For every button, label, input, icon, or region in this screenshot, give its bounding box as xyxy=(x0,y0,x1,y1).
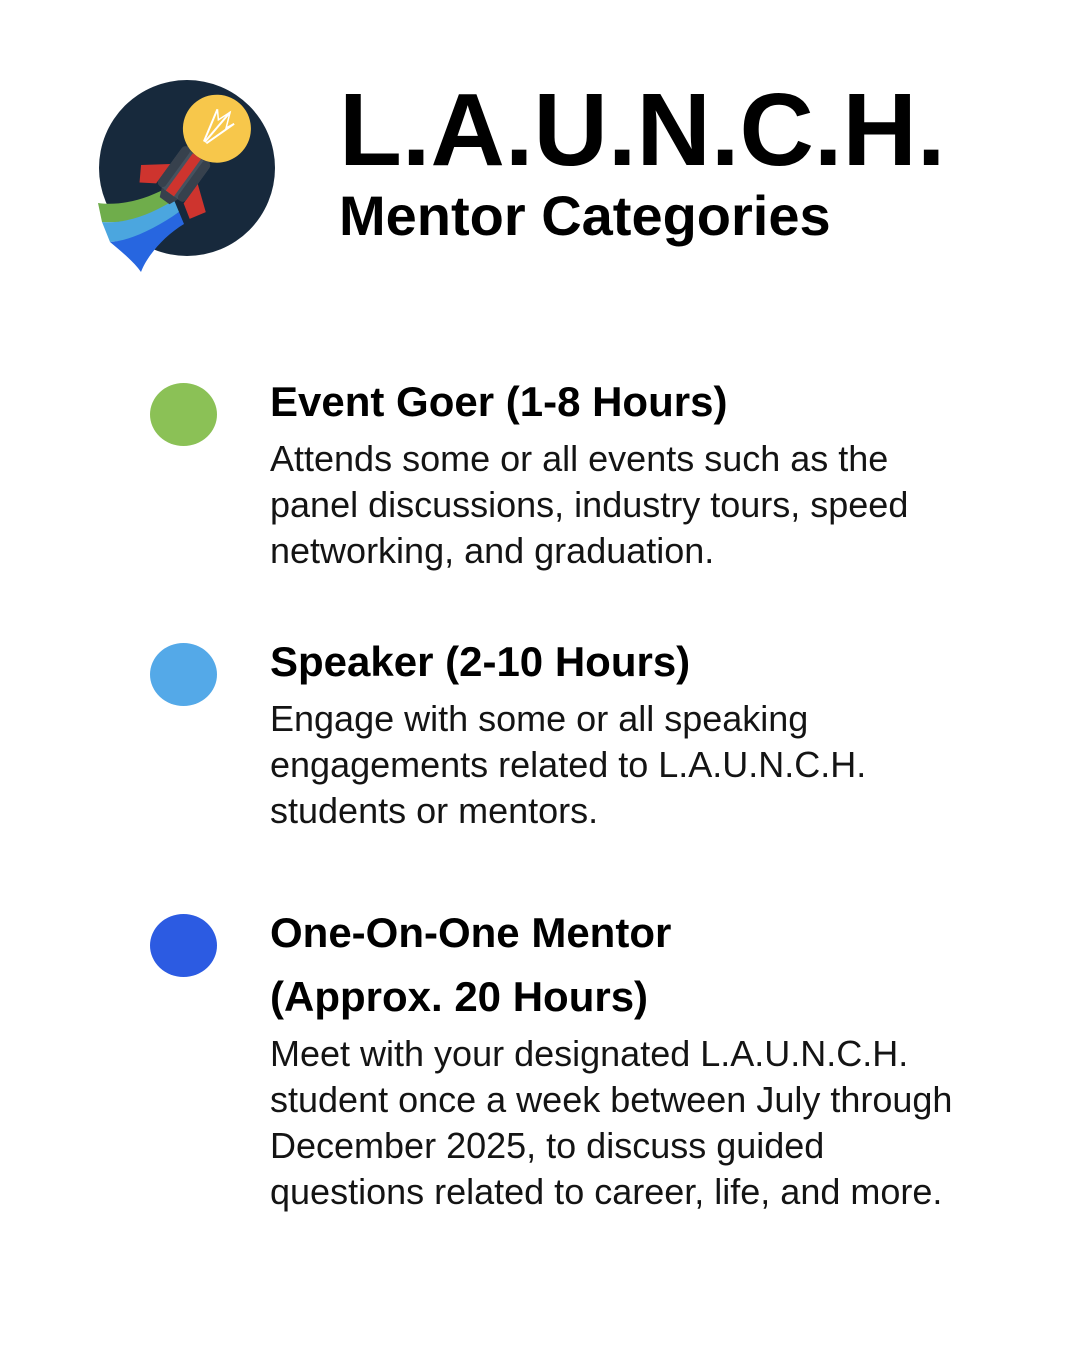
green-bullet-dot xyxy=(150,383,217,446)
category-description: Meet with your designated L.A.U.N.C.H. student once a week between July through December 2025, to discuss guided questions related to career, life, and more. xyxy=(270,1033,953,1212)
category-title: Speaker (2-10 Hours) xyxy=(270,638,691,685)
category-text xyxy=(270,630,970,834)
blue-bullet-dot xyxy=(150,914,217,977)
launch-logo xyxy=(94,76,284,276)
category-description: Attends some or all events such as the panel discussions, industry tours, speed networking, and graduation. xyxy=(270,438,909,571)
page-subtitle: Mentor Categories xyxy=(339,184,831,247)
light-blue-bullet-dot xyxy=(150,643,217,706)
category-description: Engage with some or all speaking engagements related to L.A.U.N.C.H. students or mentors. xyxy=(270,698,867,831)
category-text xyxy=(270,901,970,1215)
category-title: Event Goer (1-8 Hours) xyxy=(270,378,728,425)
category-text xyxy=(270,370,970,574)
category-title: One-On-One Mentor (Approx. 20 Hours) xyxy=(270,909,672,1020)
header xyxy=(339,72,1039,247)
page-title: L.A.U.N.C.H. xyxy=(339,72,946,187)
